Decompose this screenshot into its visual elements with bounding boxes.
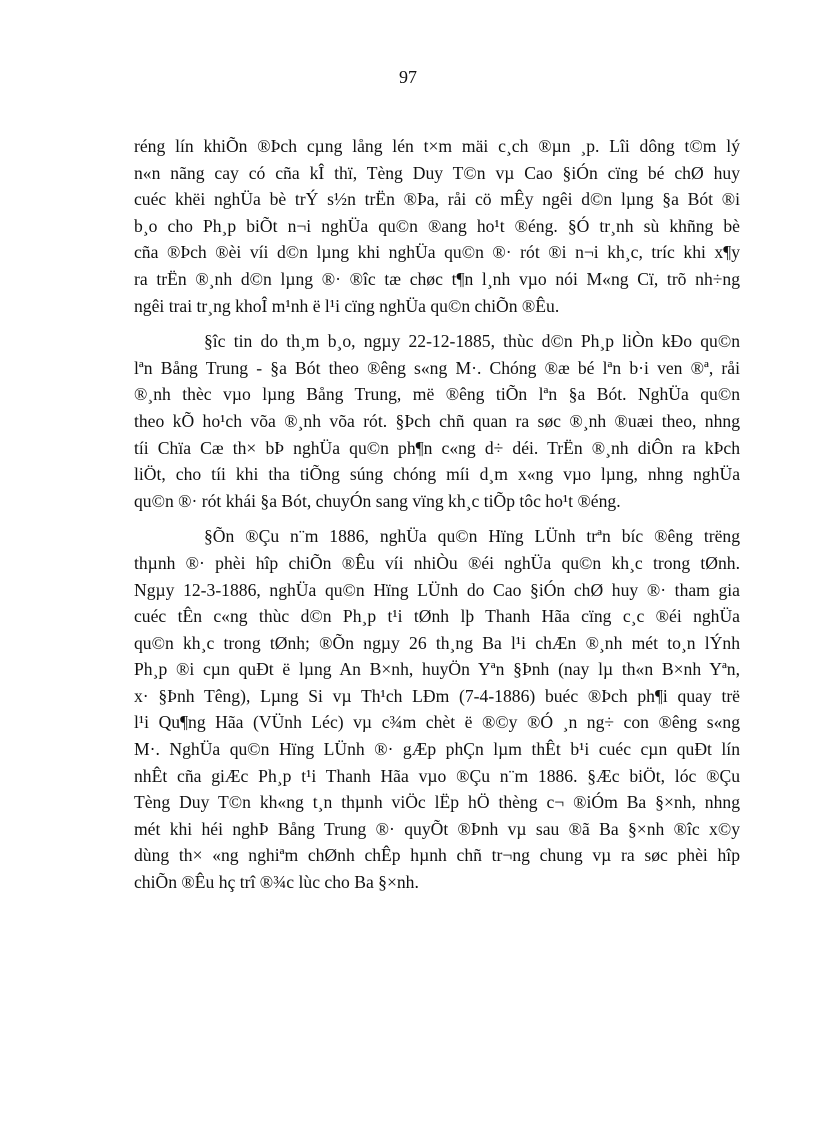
text-line: cña ®Þch ®èi víi d©n lµng khi nghÜa qu©n ®· rót ®i n¬i kh¸c, tríc khi x¶y bbox=[134, 242, 740, 263]
text-line: §îc tin do th¸m b¸o, ngµy 22-12-1885, thùc d©n Ph¸p liÒn kÐo qu©n bbox=[204, 331, 740, 352]
text-line: mét khi héi nghÞ Bång Trung ®· quyÕt ®Þnh vµ sau ®ã Ba §×nh ®îc x©y bbox=[134, 818, 740, 839]
text-line: chiÕn ®Êu hç trî ®¾c lùc cho Ba §×nh. bbox=[134, 872, 419, 893]
paragraph-3 bbox=[134, 523, 740, 895]
text-line: thµnh ®· phèi hîp chiÕn ®Êu víi nhiÒu ®éi nghÜa qu©n kh¸c trong tØnh. bbox=[134, 552, 740, 573]
paragraph-1 bbox=[134, 133, 740, 319]
text-line: qu©n ®· rót khái §a Bót, chuyÓn sang vïng kh¸c tiÕp tôc ho¹t ®éng. bbox=[134, 490, 621, 511]
text-line: liÖt, cho tíi khi tha tiÕng súng chóng míi d¸m x«ng vµo lµng, nhng nghÜa bbox=[134, 464, 740, 485]
text-line: l¹i Qu¶ng Hãa (VÜnh Léc) vµ c¾m chèt ë ®©y ®Ó ¸n ng÷ con ®êng s«ng bbox=[134, 712, 740, 733]
text-line: ra trËn ®¸nh d©n lµng ®· ®îc tæ chøc t¶n l¸nh vµo nói M«ng Cï, trõ nh÷ng bbox=[134, 268, 740, 289]
paragraph-2 bbox=[134, 328, 740, 514]
text-line: theo kÕ ho¹ch võa ®¸nh võa rót. §Þch chñ quan ra søc ®¸nh ®uæi theo, nhng bbox=[134, 410, 740, 431]
text-line: b¸o cho Ph¸p biÕt n¬i nghÜa qu©n ®ang ho¹t ®éng. §Ó tr¸nh sù khñng bè bbox=[134, 215, 740, 236]
text-line: nhÊt cña giÆc Ph¸p t¹i Thanh Hãa vµo ®Çu n¨m 1886. §Æc biÖt, lóc ®Çu bbox=[134, 765, 740, 786]
text-line: réng lín khiÕn ®Þch cµng lång lén t×m mäi c¸ch ®µn ¸p. Lîi dông t©m lý bbox=[134, 136, 740, 156]
text-line: §Õn ®Çu n¨m 1886, nghÜa qu©n Hïng LÜnh trªn bíc ®êng trëng bbox=[204, 526, 740, 547]
text-line: x· §Þnh Têng), Lµng Si vµ Th¹ch LÐm (7-4-1886) buéc ®Þch ph¶i quay trë bbox=[134, 685, 740, 706]
text-line: M·. NghÜa qu©n Hïng LÜnh ®· gÆp phÇn lµm thÊt b¹i cuéc cµn quÐt lín bbox=[134, 739, 740, 760]
text-line: tíi Chïa Cæ th× bÞ nghÜa qu©n ph¶n c«ng d÷ déi. TrËn ®¸nh diÔn ra kÞch bbox=[134, 437, 740, 458]
text-line: qu©n kh¸c trong tØnh; ®Õn ngµy 26 th¸ng Ba l¹i chÆn ®¸nh mét to¸n lÝnh bbox=[134, 632, 740, 653]
body-text bbox=[134, 133, 740, 896]
text-line: cuéc tÊn c«ng thùc d©n Ph¸p t¹i tØnh lþ Thanh Hãa cïng c¸c ®éi nghÜa bbox=[134, 606, 740, 627]
text-line: cuéc khëi nghÜa bè trÝ s½n trËn ®Þa, råi cö mÊy ngêi d©n lµng §a Bót ®i bbox=[134, 189, 740, 210]
text-line: dùng th× «ng nghiªm chØnh chÊp hµnh chñ tr¬ng chung vµ ra søc phèi hîp bbox=[134, 845, 740, 866]
text-line: Ph¸p ®i cµn quÐt ë lµng An B×nh, huyÖn Yªn §Þnh (nay lµ th«n B×nh Yªn, bbox=[134, 659, 740, 680]
text-line: n«n nãng cay có cña kÎ thï, Tèng Duy T©n vµ Cao §iÓn cïng bé chØ huy bbox=[134, 162, 740, 183]
text-line: Ngµy 12-3-1886, nghÜa qu©n Hïng LÜnh do Cao §iÓn chØ huy ®· tham gia bbox=[134, 579, 740, 600]
page-number: 97 bbox=[399, 67, 417, 87]
text-line: lªn Bång Trung - §a Bót theo ®êng s«ng M·. Chóng ®æ bé lªn b·i ven ®ª, råi bbox=[134, 357, 740, 378]
text-line: ®¸nh thèc vµo lµng Bång Trung, më ®êng tiÕn lªn §a Bót. NghÜa qu©n bbox=[134, 384, 740, 405]
text-line: ngêi trai tr¸ng khoÎ m¹nh ë l¹i cïng nghÜa qu©n chiÕn ®Êu. bbox=[134, 295, 560, 316]
text-line: Tèng Duy T©n kh«ng t¸n thµnh viÖc lËp hÖ thèng c¬ ®iÓm Ba §×nh, nhng bbox=[134, 792, 740, 813]
